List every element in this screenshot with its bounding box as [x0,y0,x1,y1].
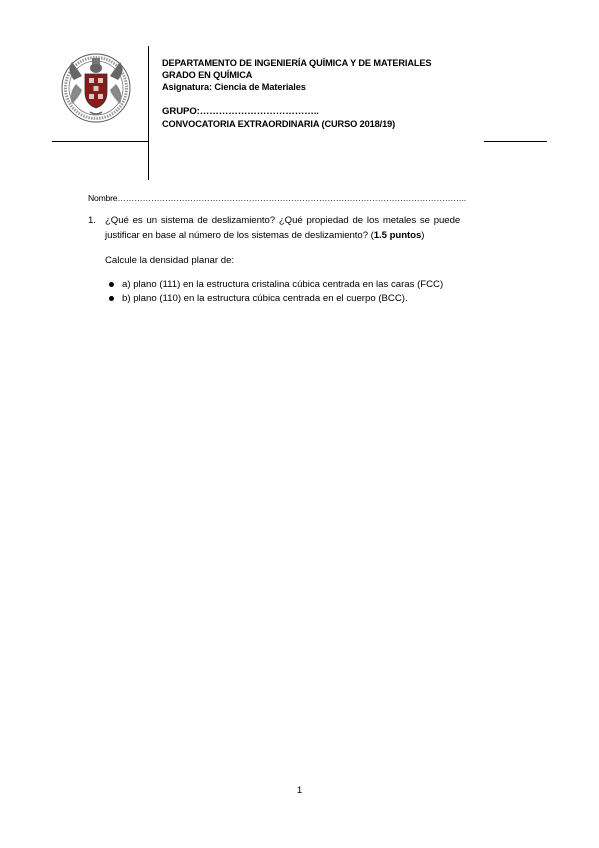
list-item-text: b) plano (110) en la estructura cúbica centrada en el cuerpo (BCC). [122,292,408,304]
question-text-line-1: ¿Qué es un sistema de deslizamiento? ¿Qué propiedad de los metales se puede [105,215,461,226]
call-title: CONVOCATORIA EXTRAORDINARIA (CURSO 2018/19) [162,119,396,129]
question-prompt: Calcule la densidad planar de: [105,255,235,266]
subject-title: Asignatura: Ciencia de Materiales [162,82,306,92]
header-rule-left [52,141,148,142]
department-title: DEPARTAMENTO DE INGENIERÍA QUÍMICA Y DE MATERIALES [162,58,432,68]
bullet-icon [109,282,114,287]
university-seal-icon [60,50,132,124]
list-item [105,278,443,292]
bullet-icon [109,296,114,301]
list-item [105,292,443,306]
name-field: Nombre…………………………………………………………………………………………………………….. [88,193,466,203]
question-number: 1. [88,215,97,226]
question-text-line-2-body: justificar en base al número de los sistemas de deslizamiento? ( [105,230,374,241]
question-text-line-2-end: ) [421,230,425,241]
group-field: GRUPO:……………………………….. [162,106,319,117]
header-rule-right [484,141,547,142]
page-number: 1 [296,785,303,796]
question-points: 1.5 puntos [373,230,422,241]
question-items [105,278,443,305]
degree-title: GRADO EN QUÍMICA [162,70,253,80]
header-vertical-rule [148,46,149,180]
list-item-text: a) plano (111) en la estructura cristalina cúbica centrada en las caras (FCC) [122,279,444,290]
question-text-line-2 [105,230,424,241]
